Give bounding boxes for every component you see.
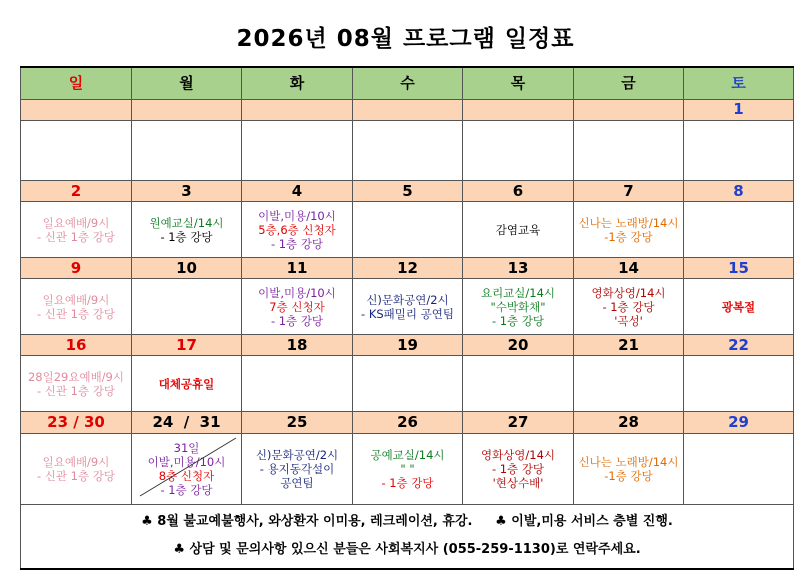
day-events-cell bbox=[242, 433, 353, 504]
event-text: 신)문화공연/2시 bbox=[366, 292, 449, 307]
event-text: 공연팀 bbox=[280, 475, 314, 490]
day-events-cell bbox=[574, 433, 684, 504]
event-text: '현상수배' bbox=[492, 475, 544, 490]
footer-line-1: ♣ 8월 불교예불행사, 와상환자 이미용, 레크레이션, 휴강. ♣ 이발,미용 서비스 층별 진행. bbox=[141, 514, 673, 530]
event-text: 신나는 노래방/14시 bbox=[578, 454, 679, 469]
date-cell: 9 bbox=[21, 258, 132, 279]
event-text: - KS패밀리 공연팀 bbox=[361, 306, 454, 321]
event-text: - 1층 강당 bbox=[270, 313, 324, 328]
day-events-cell bbox=[242, 279, 353, 335]
event-text: - 1층 강당 bbox=[381, 475, 434, 490]
event-text: - 신관 1층 강당 bbox=[37, 468, 115, 483]
date-cell: 29 bbox=[684, 412, 794, 433]
events-row bbox=[21, 356, 794, 412]
event-text: 신)문화공연/2시 bbox=[255, 447, 339, 462]
date-cell bbox=[242, 99, 353, 120]
event-text: '곡성' bbox=[614, 313, 643, 328]
date-cell: 16 bbox=[21, 335, 132, 356]
date-row bbox=[21, 335, 794, 356]
date-cell: 8 bbox=[684, 181, 794, 202]
weekday-sun: 일 bbox=[21, 67, 132, 99]
event-text: 28일29요예배/9시 bbox=[27, 369, 124, 384]
date-cell: 7 bbox=[574, 181, 684, 202]
day-events-cell bbox=[574, 356, 684, 412]
date-row bbox=[21, 181, 794, 202]
footer-row bbox=[21, 504, 794, 569]
date-cell: 3 bbox=[132, 181, 242, 202]
event-text: - 1층 강당 bbox=[491, 313, 545, 328]
date-cell: 28 bbox=[574, 412, 684, 433]
date-row bbox=[21, 412, 794, 433]
event-text: 감염교육 bbox=[495, 222, 541, 237]
event-text: "수박화채" bbox=[490, 299, 546, 314]
date-cell: 25 bbox=[242, 412, 353, 433]
date-row bbox=[21, 258, 794, 279]
footer-line-2: ♣ 상담 및 문의사항 있으신 분들은 사회복지사 (055-259-1130)로 연락주세요. bbox=[173, 542, 641, 558]
day-events-cell bbox=[132, 120, 242, 180]
event-text: 31일 bbox=[173, 440, 200, 455]
event-text: - 신관 1층 강당 bbox=[37, 383, 115, 398]
event-text: 광복절 bbox=[721, 299, 756, 314]
day-events-cell bbox=[21, 202, 132, 258]
date-cell: 23 / 30 bbox=[21, 412, 132, 433]
event-text: 이발,미용/10시 bbox=[147, 454, 226, 469]
calendar-table bbox=[20, 66, 794, 570]
day-events-cell bbox=[353, 202, 463, 258]
day-events-cell bbox=[684, 433, 794, 504]
weekday-mon: 월 bbox=[132, 67, 242, 99]
date-cell bbox=[21, 99, 132, 120]
event-text: 7층 신청자 bbox=[269, 299, 325, 314]
date-cell: 15 bbox=[684, 258, 794, 279]
day-events-cell bbox=[684, 120, 794, 180]
date-cell: 4 bbox=[242, 181, 353, 202]
event-text: - 신관 1층 강당 bbox=[37, 229, 115, 244]
weekday-thu: 목 bbox=[463, 67, 574, 99]
date-cell bbox=[574, 99, 684, 120]
day-events-cell bbox=[132, 433, 242, 504]
day-events-cell bbox=[684, 202, 794, 258]
day-events-cell bbox=[132, 356, 242, 412]
date-row bbox=[21, 99, 794, 120]
day-events-cell bbox=[21, 433, 132, 504]
event-text: -1층 강당 bbox=[604, 229, 653, 244]
date-cell: 22 bbox=[684, 335, 794, 356]
date-cell: 17 bbox=[132, 335, 242, 356]
events-row bbox=[21, 433, 794, 504]
day-events-cell bbox=[463, 356, 574, 412]
event-text: 5층,6층 신청자 bbox=[258, 222, 336, 237]
event-text: 일요예배/9시 bbox=[42, 454, 110, 469]
event-text: 영화상영/14시 bbox=[591, 285, 666, 300]
event-text: - 1층 강당 bbox=[160, 482, 213, 497]
day-events-cell bbox=[353, 279, 463, 335]
date-cell: 18 bbox=[242, 335, 353, 356]
date-cell: 2 bbox=[21, 181, 132, 202]
weekday-header-row bbox=[21, 67, 794, 99]
events-row bbox=[21, 120, 794, 180]
day-events-cell bbox=[684, 279, 794, 335]
event-text: -1층 강당 bbox=[604, 468, 653, 483]
event-text: - 1층 강당 bbox=[491, 461, 545, 476]
weekday-sat: 토 bbox=[684, 67, 794, 99]
event-text: - 1층 강당 bbox=[602, 299, 655, 314]
day-events-cell bbox=[463, 433, 574, 504]
events-row bbox=[21, 279, 794, 335]
day-events-cell bbox=[463, 120, 574, 180]
date-cell: 24 / 31 bbox=[132, 412, 242, 433]
date-cell: 20 bbox=[463, 335, 574, 356]
date-cell: 10 bbox=[132, 258, 242, 279]
day-events-cell bbox=[21, 279, 132, 335]
event-text: 원예교실/14시 bbox=[149, 215, 224, 230]
events-row bbox=[21, 202, 794, 258]
date-cell: 14 bbox=[574, 258, 684, 279]
strikethrough-line bbox=[132, 434, 242, 500]
event-text: - 신관 1층 강당 bbox=[37, 306, 115, 321]
event-text: - 1층 강당 bbox=[270, 236, 324, 251]
day-events-cell bbox=[574, 279, 684, 335]
date-cell: 19 bbox=[353, 335, 463, 356]
date-cell: 13 bbox=[463, 258, 574, 279]
date-cell bbox=[463, 99, 574, 120]
event-text: - 1층 강당 bbox=[160, 229, 213, 244]
date-cell bbox=[132, 99, 242, 120]
day-events-cell bbox=[353, 433, 463, 504]
date-cell: 26 bbox=[353, 412, 463, 433]
day-events-cell bbox=[21, 356, 132, 412]
event-text: 요리교실/14시 bbox=[480, 285, 556, 300]
event-text: " " bbox=[400, 461, 415, 476]
day-events-cell bbox=[463, 279, 574, 335]
event-text: 영화상영/14시 bbox=[480, 447, 556, 462]
day-events-cell bbox=[353, 120, 463, 180]
page-title: 2026년 08월 프로그램 일정표 bbox=[236, 26, 575, 52]
date-cell: 27 bbox=[463, 412, 574, 433]
event-text: 공예교실/14시 bbox=[370, 447, 445, 462]
date-cell: 12 bbox=[353, 258, 463, 279]
event-text: 8층 신청자 bbox=[158, 468, 215, 483]
day-events-cell bbox=[574, 120, 684, 180]
date-cell: 5 bbox=[353, 181, 463, 202]
event-text: 신나는 노래방/14시 bbox=[578, 215, 679, 230]
date-cell: 6 bbox=[463, 181, 574, 202]
weekday-fri: 금 bbox=[574, 67, 684, 99]
event-text: 일요예배/9시 bbox=[42, 215, 110, 230]
day-events-cell bbox=[242, 202, 353, 258]
day-events-cell bbox=[132, 202, 242, 258]
footer-notes bbox=[21, 504, 794, 569]
weekday-wed: 수 bbox=[353, 67, 463, 99]
event-text: 이발,미용/10시 bbox=[258, 208, 336, 223]
weekday-tue: 화 bbox=[242, 67, 353, 99]
date-cell: 11 bbox=[242, 258, 353, 279]
event-text: 이발,미용/10시 bbox=[258, 285, 336, 300]
event-text: 일요예배/9시 bbox=[42, 292, 110, 307]
event-text: 대체공휴일 bbox=[158, 376, 215, 391]
date-cell: 21 bbox=[574, 335, 684, 356]
day-events-cell bbox=[684, 356, 794, 412]
day-events-cell bbox=[574, 202, 684, 258]
day-events-cell bbox=[353, 356, 463, 412]
day-events-cell bbox=[463, 202, 574, 258]
day-events-cell bbox=[242, 120, 353, 180]
date-cell bbox=[353, 99, 463, 120]
event-text: - 용지동각설이 bbox=[259, 461, 335, 476]
day-events-cell bbox=[132, 279, 242, 335]
day-events-cell bbox=[242, 356, 353, 412]
date-cell: 1 bbox=[684, 99, 794, 120]
day-events-cell bbox=[21, 120, 132, 180]
